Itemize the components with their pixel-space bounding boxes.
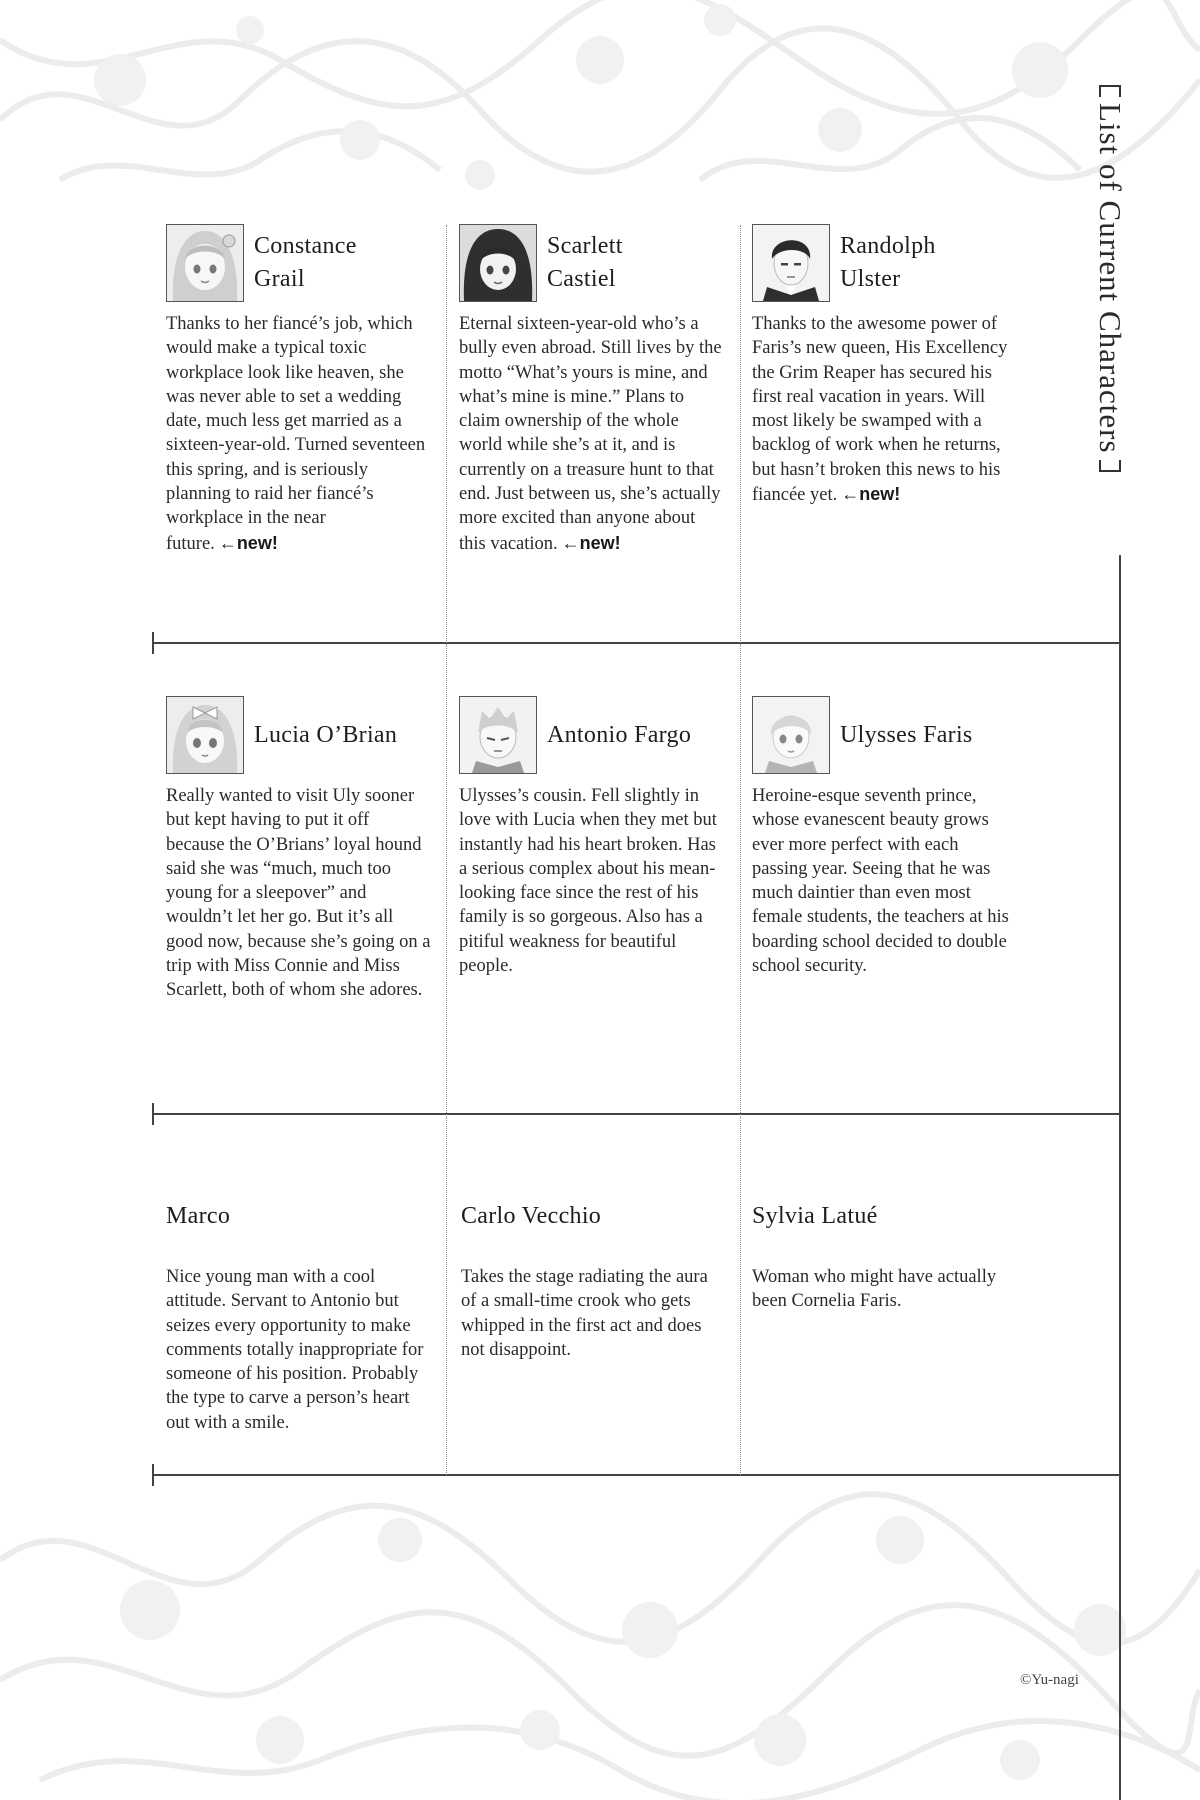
randolph-portrait (752, 224, 830, 302)
character-card-antonio (459, 696, 724, 978)
character-card-carlo (461, 1178, 726, 1362)
character-description-carlo: Takes the stage radiating the aura of a small-time crook who gets whipped in the first act and does not disappoint. (461, 1267, 708, 1360)
character-card-lucia (166, 696, 431, 1003)
character-card-marco (166, 1178, 431, 1435)
character-description-scarlett: Eternal sixteen-year-old who’s a bully even abroad. Still lives by the motto “What’s yours is mine, and what’s mine is mine.” Plans to claim ownership of the whole world while she’s at it, and is currently on a treasure hunt to that end. Just between us, she’s actually more excited than anyone about this vacation. ←new! (459, 314, 722, 554)
constance-portrait (166, 224, 244, 302)
row-divider-tick-2 (152, 1103, 154, 1125)
row-divider-2 (152, 1113, 1120, 1115)
ornament-pattern-bottom (0, 1480, 1200, 1800)
scarlett-portrait (459, 224, 537, 302)
character-description-marco: Nice young man with a cool attitude. Servant to Antonio but seizes every opportunity to make comments totally inappropriate for someone of his position. Probably the type to carve a person’s heart out with a smile. (166, 1267, 424, 1433)
right-border-line (1119, 555, 1121, 1800)
title-bracket-close (1099, 460, 1121, 472)
character-description-ulysses: Heroine-esque seventh prince, whose evanescent beauty grows ever more perfect with each passing year. Seeing that he was much daintier than even most female students, the teachers at his boarding school decided to double school security. (752, 786, 1009, 977)
row-divider-tick-1 (152, 632, 154, 654)
row-divider-3 (152, 1474, 1120, 1476)
ornament-pattern-top (0, 0, 1200, 200)
page-title-text: List of Current Characters (1093, 103, 1128, 454)
column-divider-2 (740, 225, 741, 1475)
character-name-marco: Marco (166, 1203, 231, 1229)
character-name-constance: Constance Grail (254, 233, 357, 292)
character-description-constance: Thanks to her fiancé’s job, which would make a typical toxic workplace look like heaven, she was never able to set a wedding date, much less get married as a sixteen-year-old. Turned seventeen this spring, and is seriously planning to raid her fiancé’s workplace in the near future. ←new! (166, 314, 426, 554)
character-name-sylvia: Sylvia Latué (752, 1203, 878, 1229)
character-description-antonio: Ulysses’s cousin. Fell slightly in love with Lucia when they met but instantly had his heart broken. Has a serious complex about his mean-looking face since the rest of his family is so gorgeous. Also has a pitiful weakness for beautiful people. (459, 786, 717, 977)
character-card-sylvia (752, 1178, 1017, 1314)
column-divider-1 (446, 225, 447, 1475)
ulysses-portrait (752, 696, 830, 774)
page-title (1085, 85, 1135, 565)
antonio-portrait (459, 696, 537, 774)
row-divider-1 (152, 642, 1120, 644)
new-tag: ←new! (218, 532, 278, 553)
row-divider-tick-3 (152, 1464, 154, 1486)
title-bracket-open (1099, 85, 1121, 97)
character-card-scarlett (459, 224, 724, 556)
character-description-randolph: Thanks to the awesome power of Faris’s new queen, His Excellency the Grim Reaper has secured his first real vacation in years. Will most likely be swamped with a backlog of work when he returns, but hasn’t broken this news to his fiancée yet. ←new! (752, 314, 1008, 506)
character-card-randolph (752, 224, 1017, 507)
character-description-sylvia: Woman who might have actually been Cornelia Faris. (752, 1267, 997, 1312)
character-name-antonio: Antonio Fargo (547, 721, 692, 748)
character-name-carlo: Carlo Vecchio (461, 1203, 602, 1229)
character-name-randolph: Randolph Ulster (840, 233, 936, 292)
copyright-notice: ©Yu-nagi (1020, 1672, 1079, 1688)
character-name-ulysses: Ulysses Faris (840, 721, 973, 748)
character-description-lucia: Really wanted to visit Uly sooner but kept having to put it off because the O’Brians’ loyal hound said she was “much, much too young for a sleepover” and wouldn’t let her go. But it’s all good now, because she’s going on a trip with Miss Connie and Miss Scarlett, both of whom she adores. (166, 786, 431, 1001)
new-tag: ←new! (841, 484, 901, 505)
new-tag: ←new! (561, 532, 621, 553)
character-name-lucia: Lucia O’Brian (254, 721, 398, 748)
character-name-scarlett: Scarlett Castiel (547, 233, 623, 292)
lucia-portrait (166, 696, 244, 774)
character-card-constance (166, 224, 431, 556)
character-card-ulysses (752, 696, 1017, 978)
